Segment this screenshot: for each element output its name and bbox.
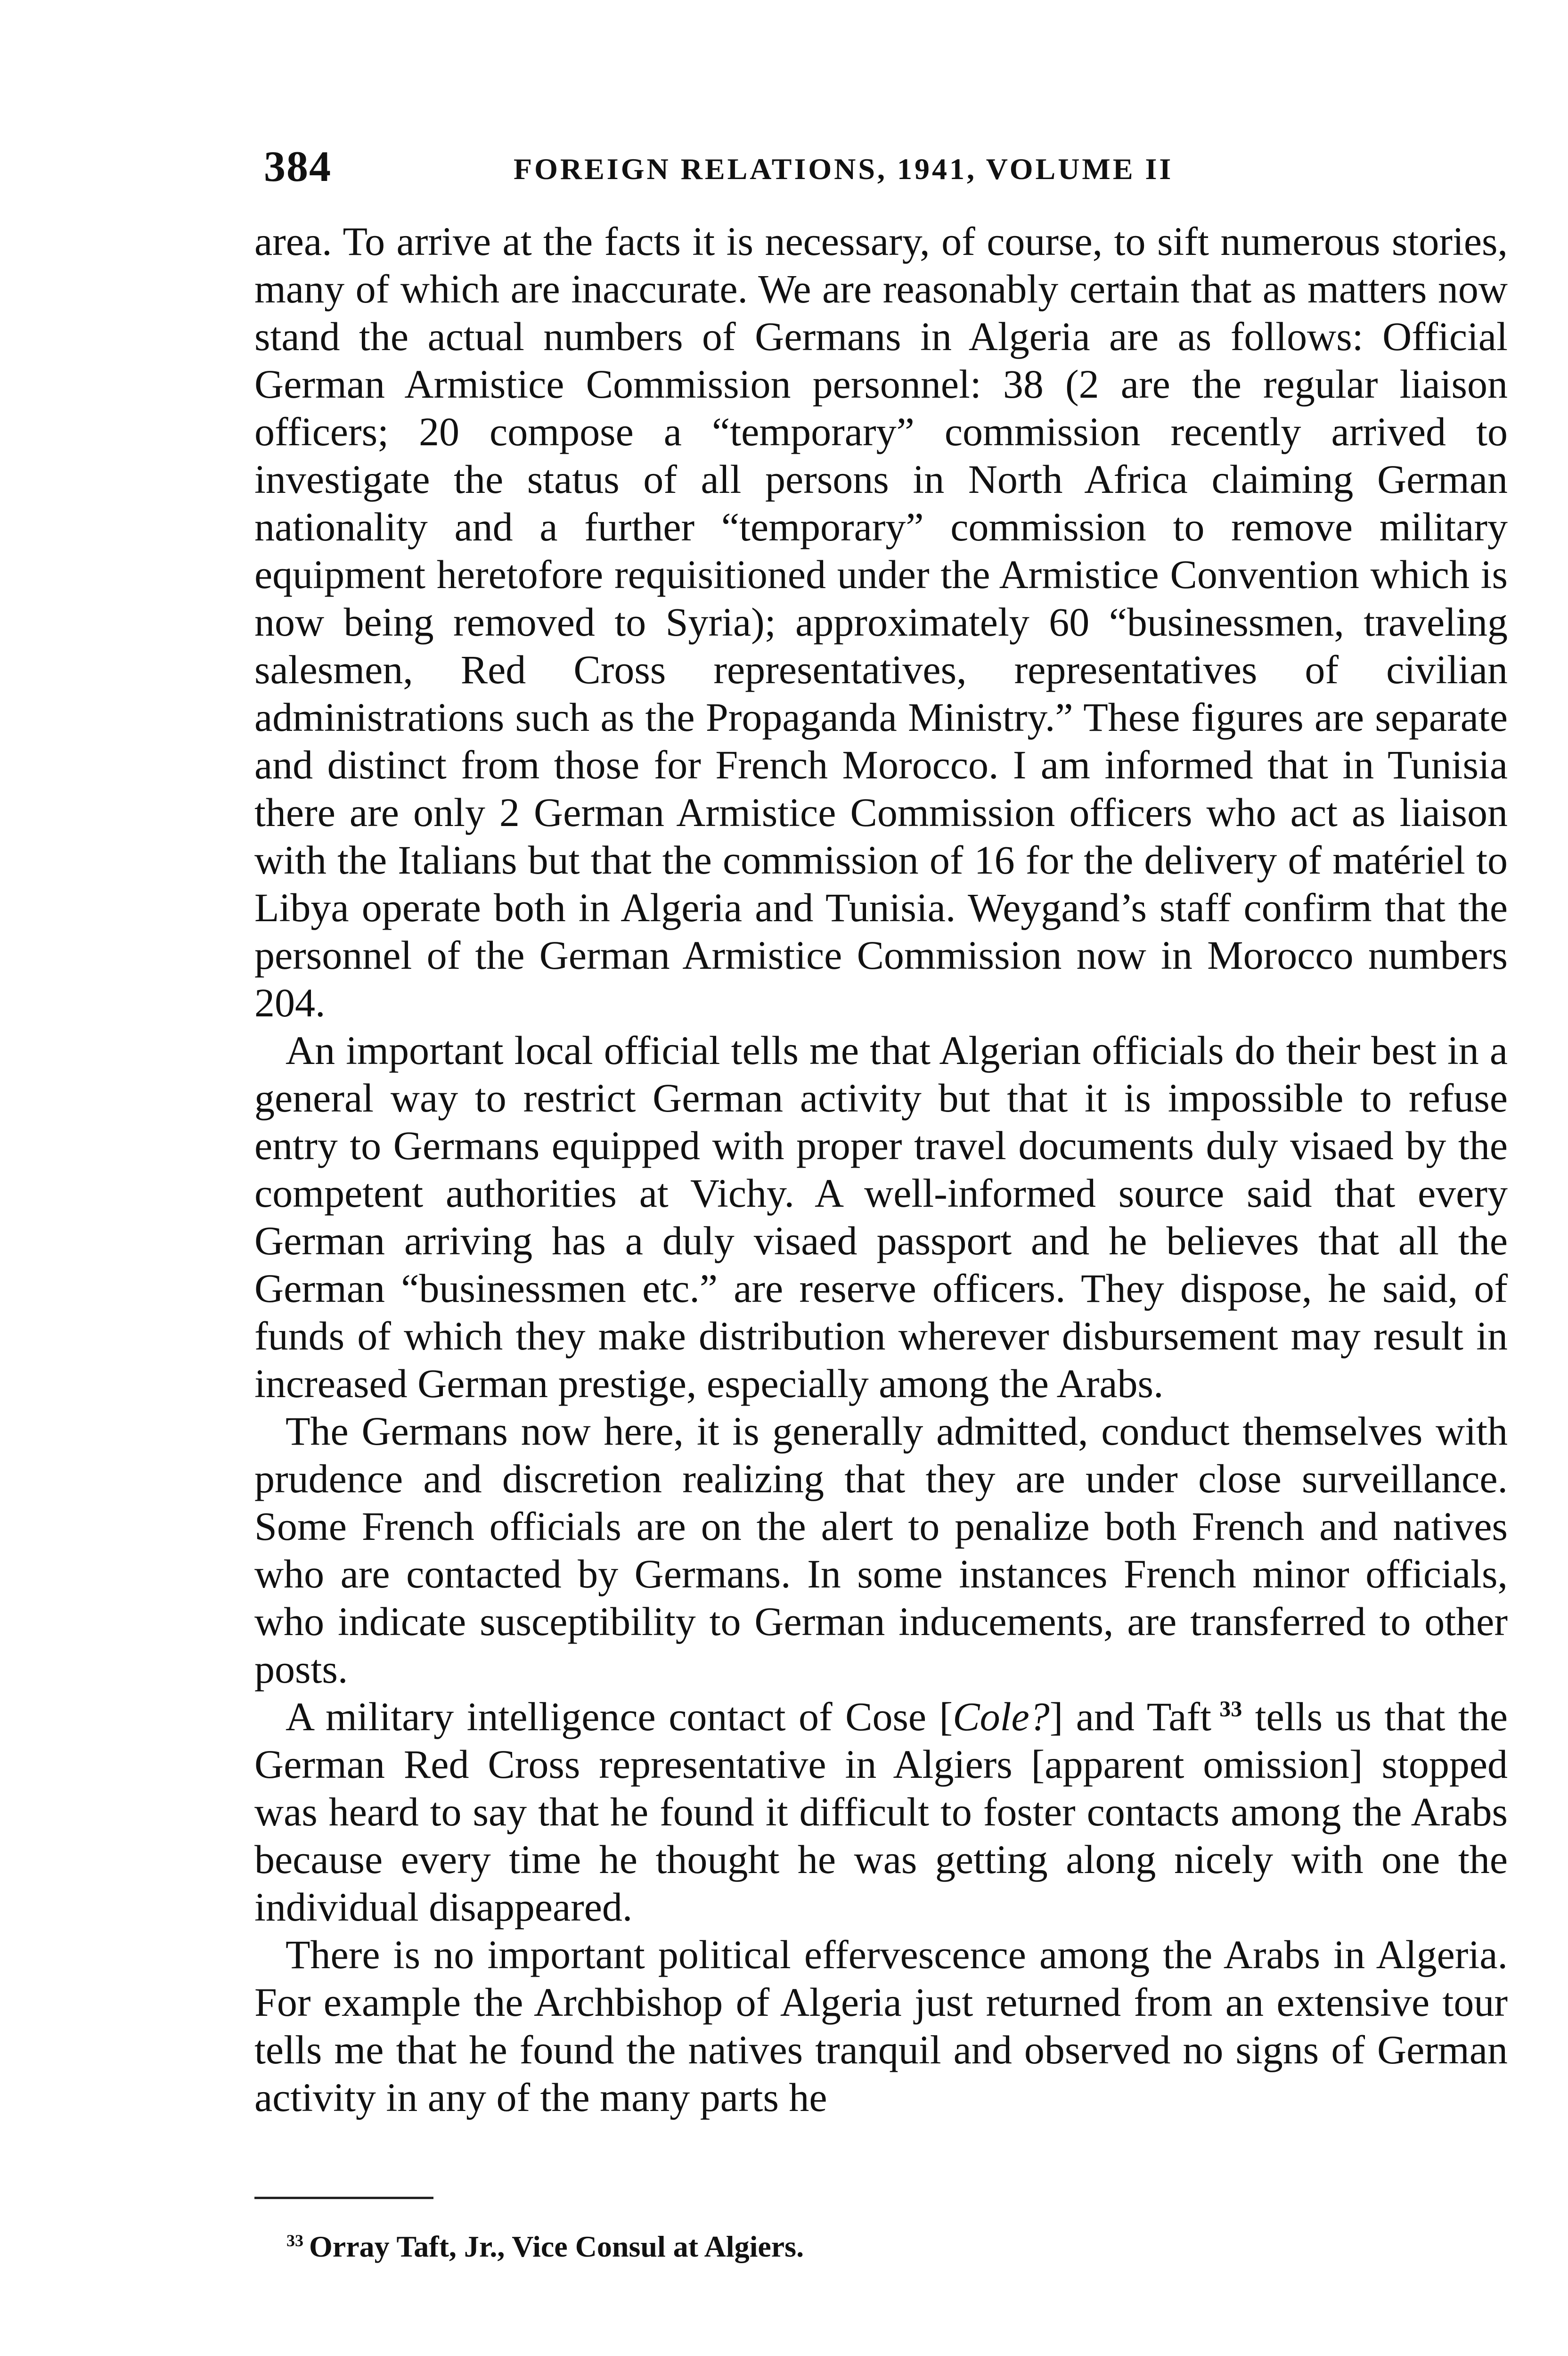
paragraph: An important local official tells me that Algerian officials do their best in a general way to restrict German activity but that it is impossible to refuse entry to Germans equipped with proper travel documents duly visaed by the competent authorities at Vichy. A well-informed source said that every German arriving has a duly visaed passport and he believes that all the German “businessmen etc.” are reserve officers. They dispose, he said, of funds of which they make distribution wherever disbursement may result in increased German prestige, especially among the Arabs.	[254, 1028, 1508, 1406]
running-head: FOREIGN RELATIONS, 1941, VOLUME II	[514, 152, 1174, 186]
page-header	[250, 141, 1512, 198]
footnote-text: Orray Taft, Jr., Vice Consul at Algiers.	[309, 2230, 804, 2263]
paragraph-text: A military intelligence contact of Cose [	[286, 1694, 953, 1739]
footnote	[286, 2228, 804, 2266]
editorial-correction: Cole?	[953, 1694, 1050, 1739]
footnote-rule	[254, 2197, 433, 2199]
paragraph: The Germans now here, it is generally admitted, conduct themselves with prudence and discretion realizing that they are under close surveillance. Some French officials are on the alert to penalize both French and natives who are contacted by Germans. In some instances French minor officials, who indicate susceptibility to German inducements, are transferred to other posts.	[254, 1408, 1508, 1692]
paragraph: There is no important political effervescence among the Arabs in Algeria. For example the Archbishop of Algeria just returned from an extensive tour tells me that he found the natives tranquil and observed no signs of German activity in any of the many parts he	[254, 1932, 1508, 2120]
paragraph-text: ] and Taft	[1049, 1694, 1212, 1739]
paragraph-text: tells us that the German Red Cross representative in Algiers [apparent omission] stopped was heard to say that he found it difficult to foster contacts among the Arabs because every time he thought he was getting along nicely with one the individual disappeared.	[254, 1694, 1508, 1930]
paragraph: area. To arrive at the facts it is necessary, of course, to sift numerous stories, many of which are inaccurate. We are reasonably certain that as matters now stand the actual numbers of Germans in Algeria are as follows: Official German Armistice Commission personnel: 38 (2 are the regular liaison officers; 20 compose a “temporary” commission recently arrived to investigate the status of all persons in North Africa claiming German nationality and a further “temporary” commission to remove military equipment heretofore requisitioned under the Armistice Convention which is now being removed to Syria); approximately 60 “businessmen, traveling salesmen, Red Cross representatives, representatives of civilian administrations such as the Propaganda Ministry.” These figures are separate and distinct from those for French Morocco. I am informed that in Tunisia there are only 2 German Armistice Commission officers who act as liaison with the Italians but that the commission of 16 for the delivery of matériel to Libya operate both in Algeria and Tunisia. Weygand’s staff confirm that the personnel of the German Armistice Commission now in Morocco numbers 204.	[254, 219, 1508, 1025]
page-number: 384	[264, 142, 332, 190]
body-text	[254, 218, 1508, 2121]
footnote-reference: 33	[1219, 1696, 1242, 1722]
paragraph	[254, 1693, 1508, 1931]
footnote-mark: 33	[286, 2231, 303, 2250]
